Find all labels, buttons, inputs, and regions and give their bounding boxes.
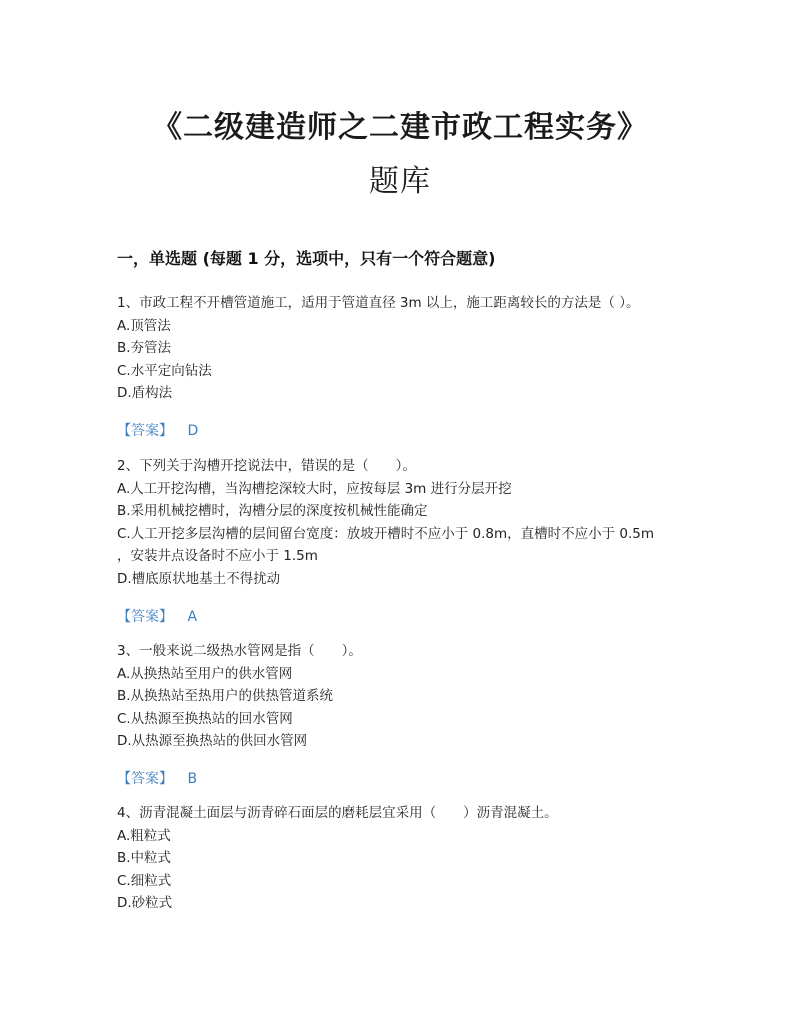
option-c-continued: ，安装井点设备时不应小于 1.5m [117, 548, 318, 564]
question-1 [117, 292, 687, 405]
option-a: A.顶管法 [117, 317, 171, 334]
question-2 [117, 455, 687, 590]
answer-value: B [187, 771, 198, 787]
option-b: B.中粒式 [117, 850, 172, 866]
option-b: B.从换热站至热用户的供热管道系统 [117, 688, 334, 704]
option-c: C.水平定向钻法 [117, 362, 212, 379]
document-title: 《二级建造师之二建市政工程实务》 [152, 110, 648, 145]
question-3 [117, 640, 687, 753]
option-c: C.从热源至换热站的回水管网 [117, 710, 293, 727]
option-d: D.盾构法 [117, 385, 173, 401]
section-heading: 一，单选题 (每题 1 分，选项中，只有一个符合题意) [117, 249, 496, 268]
answer-value: A [187, 609, 198, 625]
answer-label: 【答案】 [117, 771, 173, 787]
answer-2 [117, 606, 207, 626]
option-d: D.砂粒式 [117, 895, 173, 911]
answer-label: 【答案】 [117, 609, 173, 625]
option-d: D.槽底原状地基土不得扰动 [117, 570, 281, 587]
question-stem: 4、沥青混凝土面层与沥青碎石面层的磨耗层宜采用（ ）沥青混凝土。 [117, 805, 558, 821]
option-a: A.粗粒式 [117, 827, 171, 844]
option-d: D.从热源至换热站的供回水管网 [117, 733, 308, 749]
option-b: B.夯管法 [117, 340, 172, 356]
option-c: C.人工开挖多层沟槽的层间留台宽度：放坡开槽时不应小于 0.8m，直槽时不应小于 0.5m [117, 525, 655, 542]
question-stem: 1、市政工程不开槽管道施工，适用于管道直径 3m 以上，施工距离较长的方法是（ ）。 [117, 295, 640, 311]
question-stem: 2、下列关于沟槽开挖说法中，错误的是（ ）。 [117, 458, 416, 474]
question-stem: 3、一般来说二级热水管网是指（ ）。 [117, 643, 362, 659]
answer-label: 【答案】 [117, 423, 173, 439]
document-subtitle: 题库 [369, 164, 431, 199]
option-a: A.从换热站至用户的供水管网 [117, 665, 293, 682]
answer-value: D [187, 423, 199, 439]
answer-1 [117, 420, 208, 440]
question-4 [117, 802, 687, 915]
option-c: C.细粒式 [117, 872, 172, 889]
answer-3 [117, 768, 207, 788]
option-b: B.采用机械挖槽时，沟槽分层的深度按机械性能确定 [117, 503, 428, 519]
option-a: A.人工开挖沟槽，当沟槽挖深较大时，应按每层 3m 进行分层开挖 [117, 480, 512, 497]
